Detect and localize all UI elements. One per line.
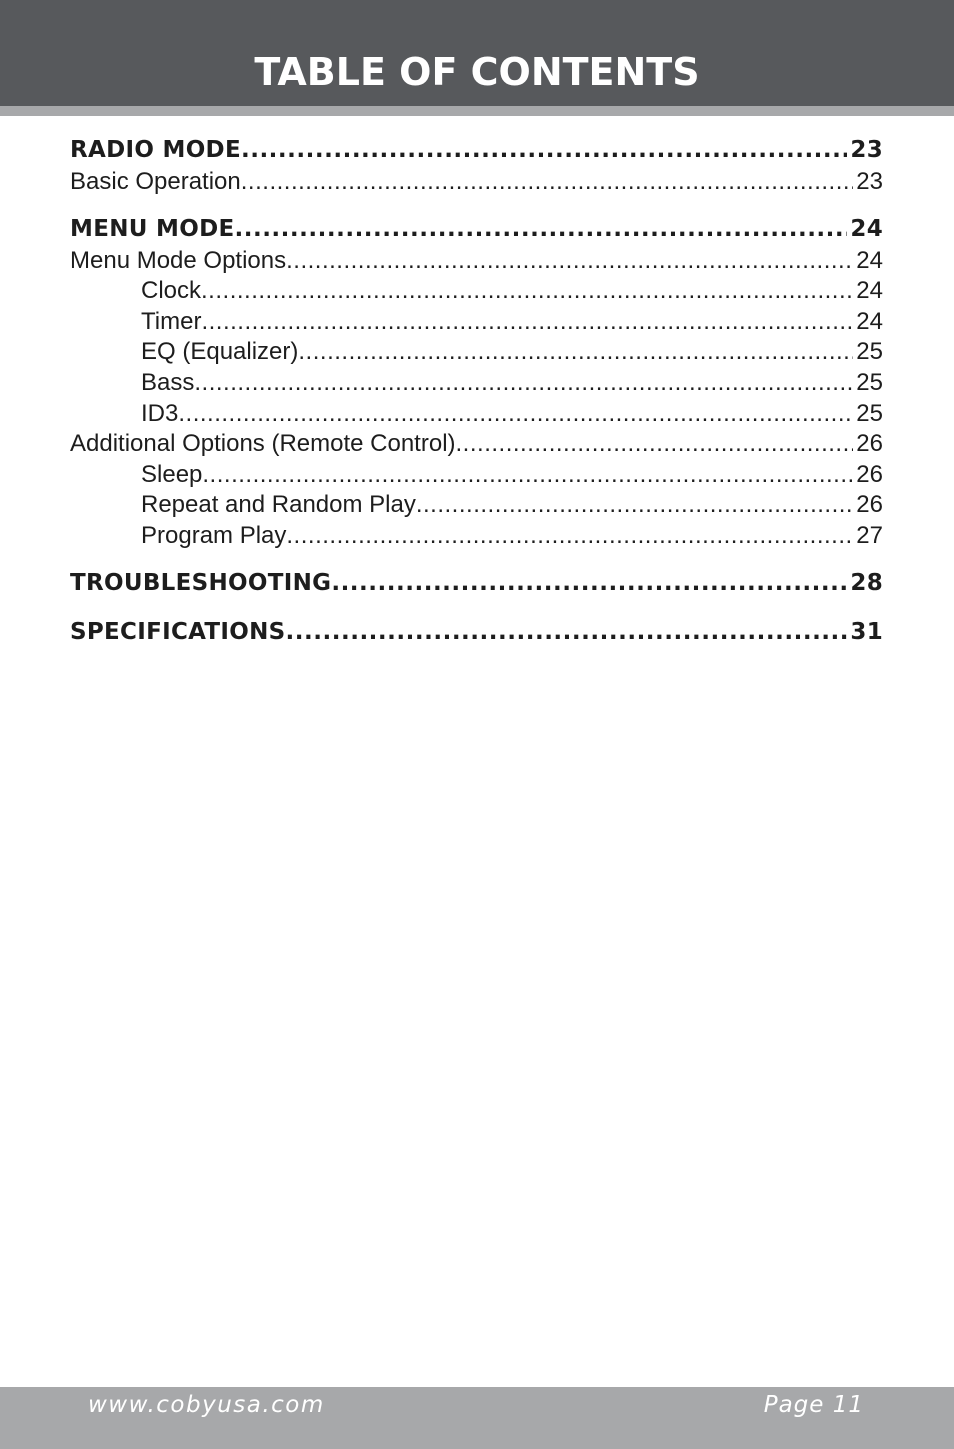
toc-entry-page: 27 xyxy=(856,522,883,549)
toc-entry-page: 25 xyxy=(856,338,883,365)
toc-entry-additional-options[interactable] xyxy=(70,430,883,458)
toc-entry-page: 23 xyxy=(850,137,883,163)
toc-entry-label: Sleep xyxy=(141,461,203,488)
toc-entry-page: 25 xyxy=(856,400,883,427)
toc-entry-basic-operation[interactable] xyxy=(70,168,883,196)
toc-entry-program-play[interactable] xyxy=(141,522,883,550)
toc-entry-label: SPECIFICATIONS xyxy=(70,619,286,645)
toc-entry-page: 26 xyxy=(856,430,883,457)
toc-entry-label: MENU MODE xyxy=(70,216,235,242)
toc-entry-page: 23 xyxy=(856,168,883,195)
toc-entry-label: RADIO MODE xyxy=(70,137,241,163)
toc-entry-page: 24 xyxy=(856,308,883,335)
footer-url[interactable]: www.cobyusa.com xyxy=(88,1392,325,1418)
toc-entry-label: Bass xyxy=(141,369,195,396)
toc-entry-page: 25 xyxy=(856,369,883,396)
toc-entry-page: 24 xyxy=(856,277,883,304)
toc-entry-eq[interactable] xyxy=(141,338,883,366)
toc-entry-menu-mode-options[interactable] xyxy=(70,247,883,275)
toc-entry-label: Program Play xyxy=(141,522,287,549)
toc-entry-repeat-random[interactable] xyxy=(141,491,883,519)
toc-entry-id3[interactable] xyxy=(141,400,883,428)
toc-entry-specifications[interactable] xyxy=(70,619,883,647)
toc-entry-page: 31 xyxy=(850,619,883,645)
toc-entry-page: 26 xyxy=(856,461,883,488)
toc-entry-label: EQ (Equalizer) xyxy=(141,338,299,365)
toc-entry-label: Repeat and Random Play xyxy=(141,491,416,518)
toc-entry-page: 28 xyxy=(850,570,883,596)
header-stripe xyxy=(0,106,954,116)
toc-entry-page: 24 xyxy=(856,247,883,274)
toc-entry-label: Additional Options (Remote Control) xyxy=(70,430,456,457)
toc-entry-label: TROUBLESHOOTING xyxy=(70,570,332,596)
toc-entry-menu-mode[interactable] xyxy=(70,216,883,244)
toc-entry-label: Timer xyxy=(141,308,202,335)
toc-entry-page: 24 xyxy=(850,216,883,242)
toc-entry-radio-mode[interactable] xyxy=(70,137,883,165)
toc-entry-sleep[interactable] xyxy=(141,461,883,489)
toc-entry-label: Clock xyxy=(141,277,202,304)
page-number: Page 11 xyxy=(763,1392,864,1418)
toc-entry-label: Menu Mode Options xyxy=(70,247,287,274)
toc-entry-troubleshooting[interactable] xyxy=(70,570,883,598)
toc-entry-clock[interactable] xyxy=(141,277,883,305)
toc-entry-page: 26 xyxy=(856,491,883,518)
toc-entry-label: Basic Operation xyxy=(70,168,241,195)
page-title: TABLE OF CONTENTS xyxy=(254,50,700,94)
toc-entry-bass[interactable] xyxy=(141,369,883,397)
toc-entry-timer[interactable] xyxy=(141,308,883,336)
toc-entry-label: ID3 xyxy=(141,400,179,427)
